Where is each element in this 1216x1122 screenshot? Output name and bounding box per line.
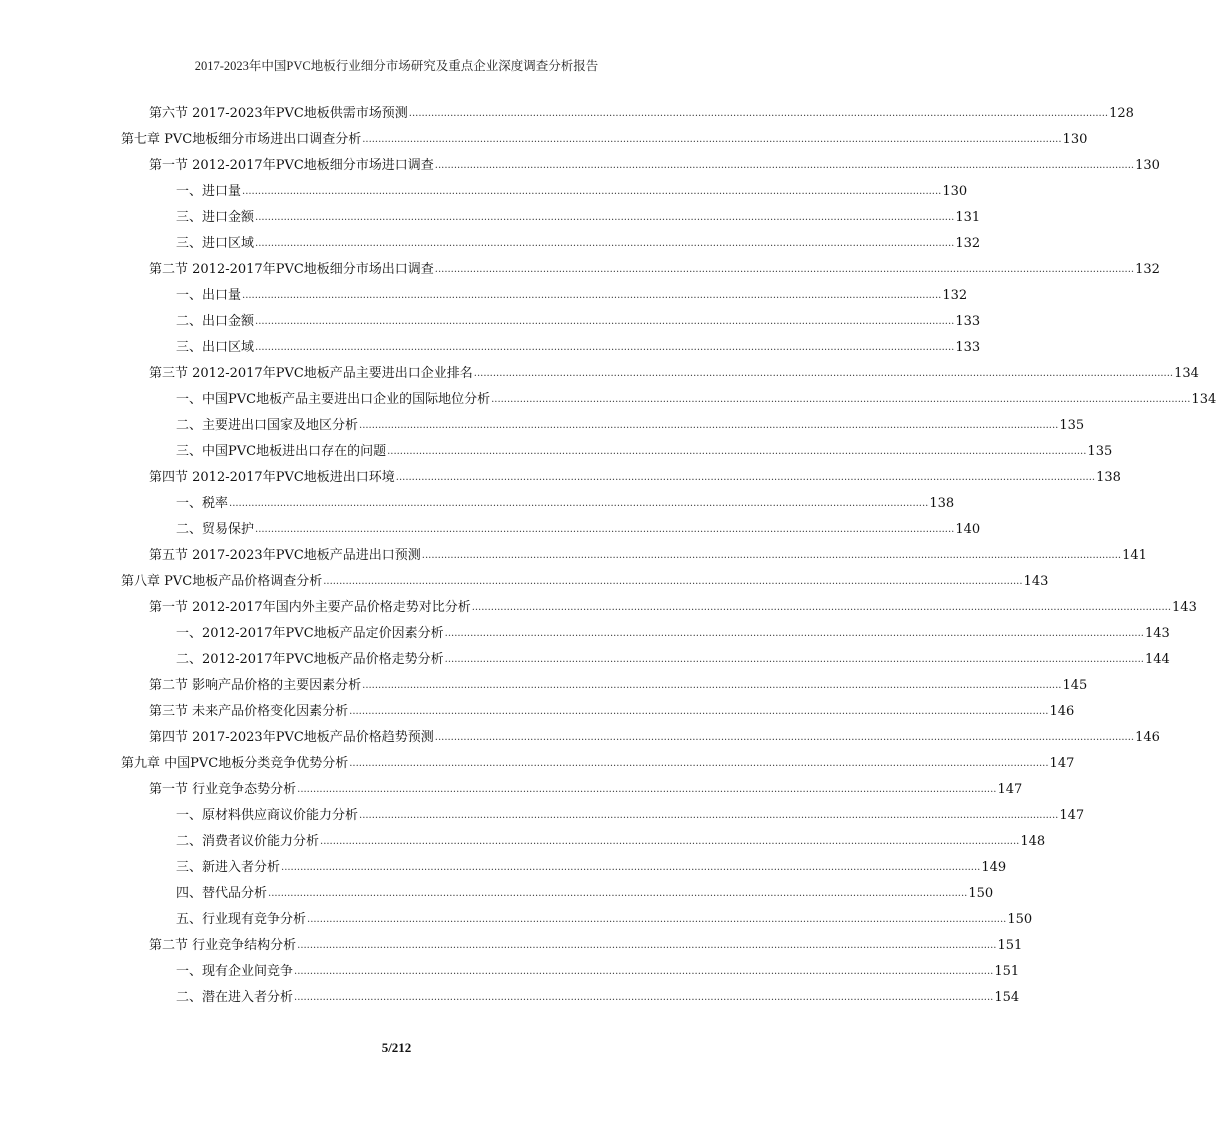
toc-entry-title: 一、2012-2017年PVC地板产品定价因素分析	[176, 626, 444, 641]
toc-leader-dots: ............................................................................................................................................................................................................................	[229, 498, 929, 509]
toc-entry-title: 第七章 PVC地板细分市场进出口调查分析	[121, 132, 362, 147]
toc-leader-dots: ............................................................................................................................................................................................................................	[362, 680, 1062, 691]
toc-leader-dots: ............................................................................................................................................................................................................................	[297, 940, 997, 951]
toc-leader-dots: ............................................................................................................................................................................................................................	[444, 628, 1144, 639]
toc-entry[interactable]	[176, 954, 1020, 980]
toc-entry-page: 130	[1062, 132, 1088, 147]
toc-entry-title: 四、替代品分析	[176, 886, 268, 901]
toc-leader-dots: ............................................................................................................................................................................................................................	[434, 160, 1135, 171]
toc-entry-title: 第三节 未来产品价格变化因素分析	[149, 704, 349, 719]
toc-entry[interactable]	[149, 772, 1023, 798]
toc-leader-dots: ............................................................................................................................................................................................................................	[421, 550, 1122, 561]
toc-entry-page: 128	[1109, 106, 1134, 121]
toc-entry[interactable]	[176, 226, 981, 252]
toc-leader-dots: ............................................................................................................................................................................................................................	[362, 134, 1062, 145]
toc-entry[interactable]	[149, 460, 1121, 486]
toc-entry[interactable]	[176, 408, 1085, 434]
toc-entry[interactable]	[121, 564, 1049, 590]
toc-entry-page: 140	[955, 522, 981, 537]
toc-entry[interactable]	[149, 96, 1134, 122]
toc-entry-page: 146	[1135, 730, 1160, 745]
toc-entry-title: 三、进口金额	[176, 210, 255, 225]
toc-leader-dots: ............................................................................................................................................................................................................................	[359, 420, 1059, 431]
toc-entry-title: 一、中国PVC地板产品主要进出口企业的国际地位分析	[176, 392, 491, 407]
toc-entry[interactable]	[176, 434, 1113, 460]
toc-entry-title: 三、出口区域	[176, 340, 255, 355]
toc-entry-title: 第五节 2017-2023年PVC地板产品进出口预测	[149, 548, 421, 563]
toc-entry[interactable]	[176, 382, 1216, 408]
toc-entry-page: 148	[1020, 834, 1046, 849]
toc-entry-title: 第八章 PVC地板产品价格调查分析	[121, 574, 323, 589]
toc-entry-page: 147	[1059, 808, 1085, 823]
toc-leader-dots: ............................................................................................................................................................................................................................	[444, 654, 1144, 665]
toc-leader-dots: ............................................................................................................................................................................................................................	[387, 446, 1087, 457]
toc-entry-title: 二、潜在进入者分析	[176, 990, 294, 1005]
toc-entry-page: 151	[997, 938, 1023, 953]
toc-entry-title: 第六节 2017-2023年PVC地板供需市场预测	[149, 106, 408, 121]
toc-entry[interactable]	[121, 746, 1075, 772]
toc-entry-page: 132	[942, 288, 968, 303]
toc-entry-title: 第四节 2017-2023年PVC地板产品价格趋势预测	[149, 730, 434, 745]
toc-entry[interactable]	[176, 278, 968, 304]
toc-leader-dots: ............................................................................................................................................................................................................................	[255, 316, 955, 327]
toc-entry-title: 五、行业现有竞争分析	[176, 912, 307, 927]
toc-entry-page: 149	[981, 860, 1007, 875]
toc-entry[interactable]	[121, 122, 1088, 148]
toc-entry-page: 130	[942, 184, 968, 199]
toc-leader-dots: ............................................................................................................................................................................................................................	[359, 810, 1059, 821]
toc-entry[interactable]	[149, 668, 1088, 694]
toc-leader-dots: ............................................................................................................................................................................................................................	[320, 836, 1020, 847]
toc-entry-page: 150	[1007, 912, 1033, 927]
toc-leader-dots: ............................................................................................................................................................................................................................	[297, 784, 997, 795]
toc-leader-dots: ............................................................................................................................................................................................................................	[255, 342, 955, 353]
toc-entry-page: 135	[1059, 418, 1085, 433]
toc-leader-dots: ............................................................................................................................................................................................................................	[323, 576, 1023, 587]
page-header: 2017-2023年中国PVC地板行业细分市场研究及重点企业深度调查分析报告	[194, 59, 599, 73]
toc-entry[interactable]	[176, 304, 981, 330]
toc-entry[interactable]	[176, 980, 1020, 1006]
toc-entry-title: 第九章 中国PVC地板分类竞争优势分析	[121, 756, 349, 771]
toc-leader-dots: ............................................................................................................................................................................................................................	[434, 732, 1135, 743]
toc-entry-page: 141	[1122, 548, 1147, 563]
toc-entry-title: 第二节 行业竞争结构分析	[149, 938, 297, 953]
toc-entry[interactable]	[176, 642, 1170, 668]
toc-entry-page: 147	[1049, 756, 1075, 771]
toc-entry-page: 150	[968, 886, 994, 901]
toc-entry[interactable]	[176, 798, 1085, 824]
toc-leader-dots: ............................................................................................................................................................................................................................	[349, 758, 1049, 769]
toc-leader-dots: ............................................................................................................................................................................................................................	[242, 290, 942, 301]
toc-entry-page: 151	[994, 964, 1020, 979]
toc-entry-title: 一、现有企业间竞争	[176, 964, 294, 979]
toc-leader-dots: ............................................................................................................................................................................................................................	[471, 602, 1172, 613]
toc-entry-title: 二、出口金额	[176, 314, 255, 329]
toc-entry[interactable]	[176, 824, 1046, 850]
toc-entry-title: 一、税率	[176, 496, 229, 511]
toc-entry-title: 第四节 2012-2017年PVC地板进出口环境	[149, 470, 395, 485]
toc-entry-page: 147	[997, 782, 1023, 797]
toc-leader-dots: ............................................................................................................................................................................................................................	[294, 992, 994, 1003]
toc-entry[interactable]	[149, 928, 1023, 954]
toc-entry-title: 一、原材料供应商议价能力分析	[176, 808, 359, 823]
toc-entry-title: 一、进口量	[176, 184, 242, 199]
toc-entry-page: 138	[1096, 470, 1121, 485]
toc-entry-title: 二、贸易保护	[176, 522, 255, 537]
toc-entry[interactable]	[176, 174, 968, 200]
toc-entry-title: 三、新进入者分析	[176, 860, 281, 875]
toc-leader-dots: ............................................................................................................................................................................................................................	[294, 966, 994, 977]
toc-entry[interactable]	[176, 876, 994, 902]
toc-entry[interactable]	[176, 512, 981, 538]
toc-entry-page: 130	[1135, 158, 1160, 173]
toc-leader-dots: ............................................................................................................................................................................................................................	[307, 914, 1007, 925]
toc-entry-page: 134	[1191, 392, 1216, 407]
toc-leader-dots: ............................................................................................................................................................................................................................	[255, 524, 955, 535]
toc-entry-title: 二、2012-2017年PVC地板产品价格走势分析	[176, 652, 444, 667]
toc-entry-title: 一、出口量	[176, 288, 242, 303]
toc-entry-page: 132	[1135, 262, 1160, 277]
toc-entry[interactable]	[149, 252, 1160, 278]
toc-entry[interactable]	[176, 486, 955, 512]
toc-entry-title: 第三节 2012-2017年PVC地板产品主要进出口企业排名	[149, 366, 473, 381]
toc-entry[interactable]	[176, 616, 1170, 642]
toc-entry-page: 133	[955, 340, 981, 355]
toc-leader-dots: ............................................................................................................................................................................................................................	[491, 394, 1191, 405]
toc-leader-dots: ............................................................................................................................................................................................................................	[281, 862, 981, 873]
toc-entry-page: 146	[1049, 704, 1075, 719]
toc-entry-title: 二、消费者议价能力分析	[176, 834, 320, 849]
toc-entry-page: 131	[955, 210, 981, 225]
toc-entry-title: 第二节 2012-2017年PVC地板细分市场出口调查	[149, 262, 434, 277]
toc-entry-page: 134	[1174, 366, 1199, 381]
toc-entry[interactable]	[149, 538, 1147, 564]
toc-entry[interactable]	[176, 850, 1007, 876]
toc-entry[interactable]	[176, 902, 1033, 928]
toc-entry-page: 145	[1062, 678, 1088, 693]
toc-leader-dots: ............................................................................................................................................................................................................................	[255, 238, 955, 249]
toc-leader-dots: ............................................................................................................................................................................................................................	[255, 212, 955, 223]
toc-entry-page: 143	[1023, 574, 1049, 589]
toc-entry-page: 135	[1087, 444, 1113, 459]
toc-entry[interactable]	[176, 200, 981, 226]
toc-entry[interactable]	[176, 330, 981, 356]
toc-leader-dots: ............................................................................................................................................................................................................................	[242, 186, 942, 197]
toc-entry[interactable]	[149, 720, 1160, 746]
toc-entry-page: 138	[929, 496, 955, 511]
toc-entry-page: 133	[955, 314, 981, 329]
toc-entry-page: 143	[1144, 626, 1170, 641]
toc-entry[interactable]	[149, 356, 1199, 382]
toc-entry-title: 三、进口区域	[176, 236, 255, 251]
toc-entry-title: 第一节 2012-2017年国内外主要产品价格走势对比分析	[149, 600, 471, 615]
toc-leader-dots: ............................................................................................................................................................................................................................	[395, 472, 1096, 483]
toc-entry[interactable]	[149, 694, 1075, 720]
toc-leader-dots: ............................................................................................................................................................................................................................	[473, 368, 1174, 379]
toc-entry-page: 143	[1172, 600, 1197, 615]
toc-leader-dots: ............................................................................................................................................................................................................................	[434, 264, 1135, 275]
toc-entry-page: 154	[994, 990, 1020, 1005]
toc-entry-title: 第一节 行业竞争态势分析	[149, 782, 297, 797]
toc-entry[interactable]	[149, 148, 1160, 174]
toc-leader-dots: ............................................................................................................................................................................................................................	[349, 706, 1049, 717]
toc-entry-page: 132	[955, 236, 981, 251]
toc-leader-dots: ............................................................................................................................................................................................................................	[408, 108, 1109, 119]
toc-entry-title: 第一节 2012-2017年PVC地板细分市场进口调查	[149, 158, 434, 173]
toc-entry[interactable]	[149, 590, 1197, 616]
toc-entry-title: 三、中国PVC地板进出口存在的问题	[176, 444, 387, 459]
page-number: 5/212	[381, 1040, 412, 1055]
toc-entry-title: 二、主要进出口国家及地区分析	[176, 418, 359, 433]
toc-leader-dots: ............................................................................................................................................................................................................................	[268, 888, 968, 899]
toc-entry-title: 第二节 影响产品价格的主要因素分析	[149, 678, 362, 693]
toc-entry-page: 144	[1144, 652, 1170, 667]
